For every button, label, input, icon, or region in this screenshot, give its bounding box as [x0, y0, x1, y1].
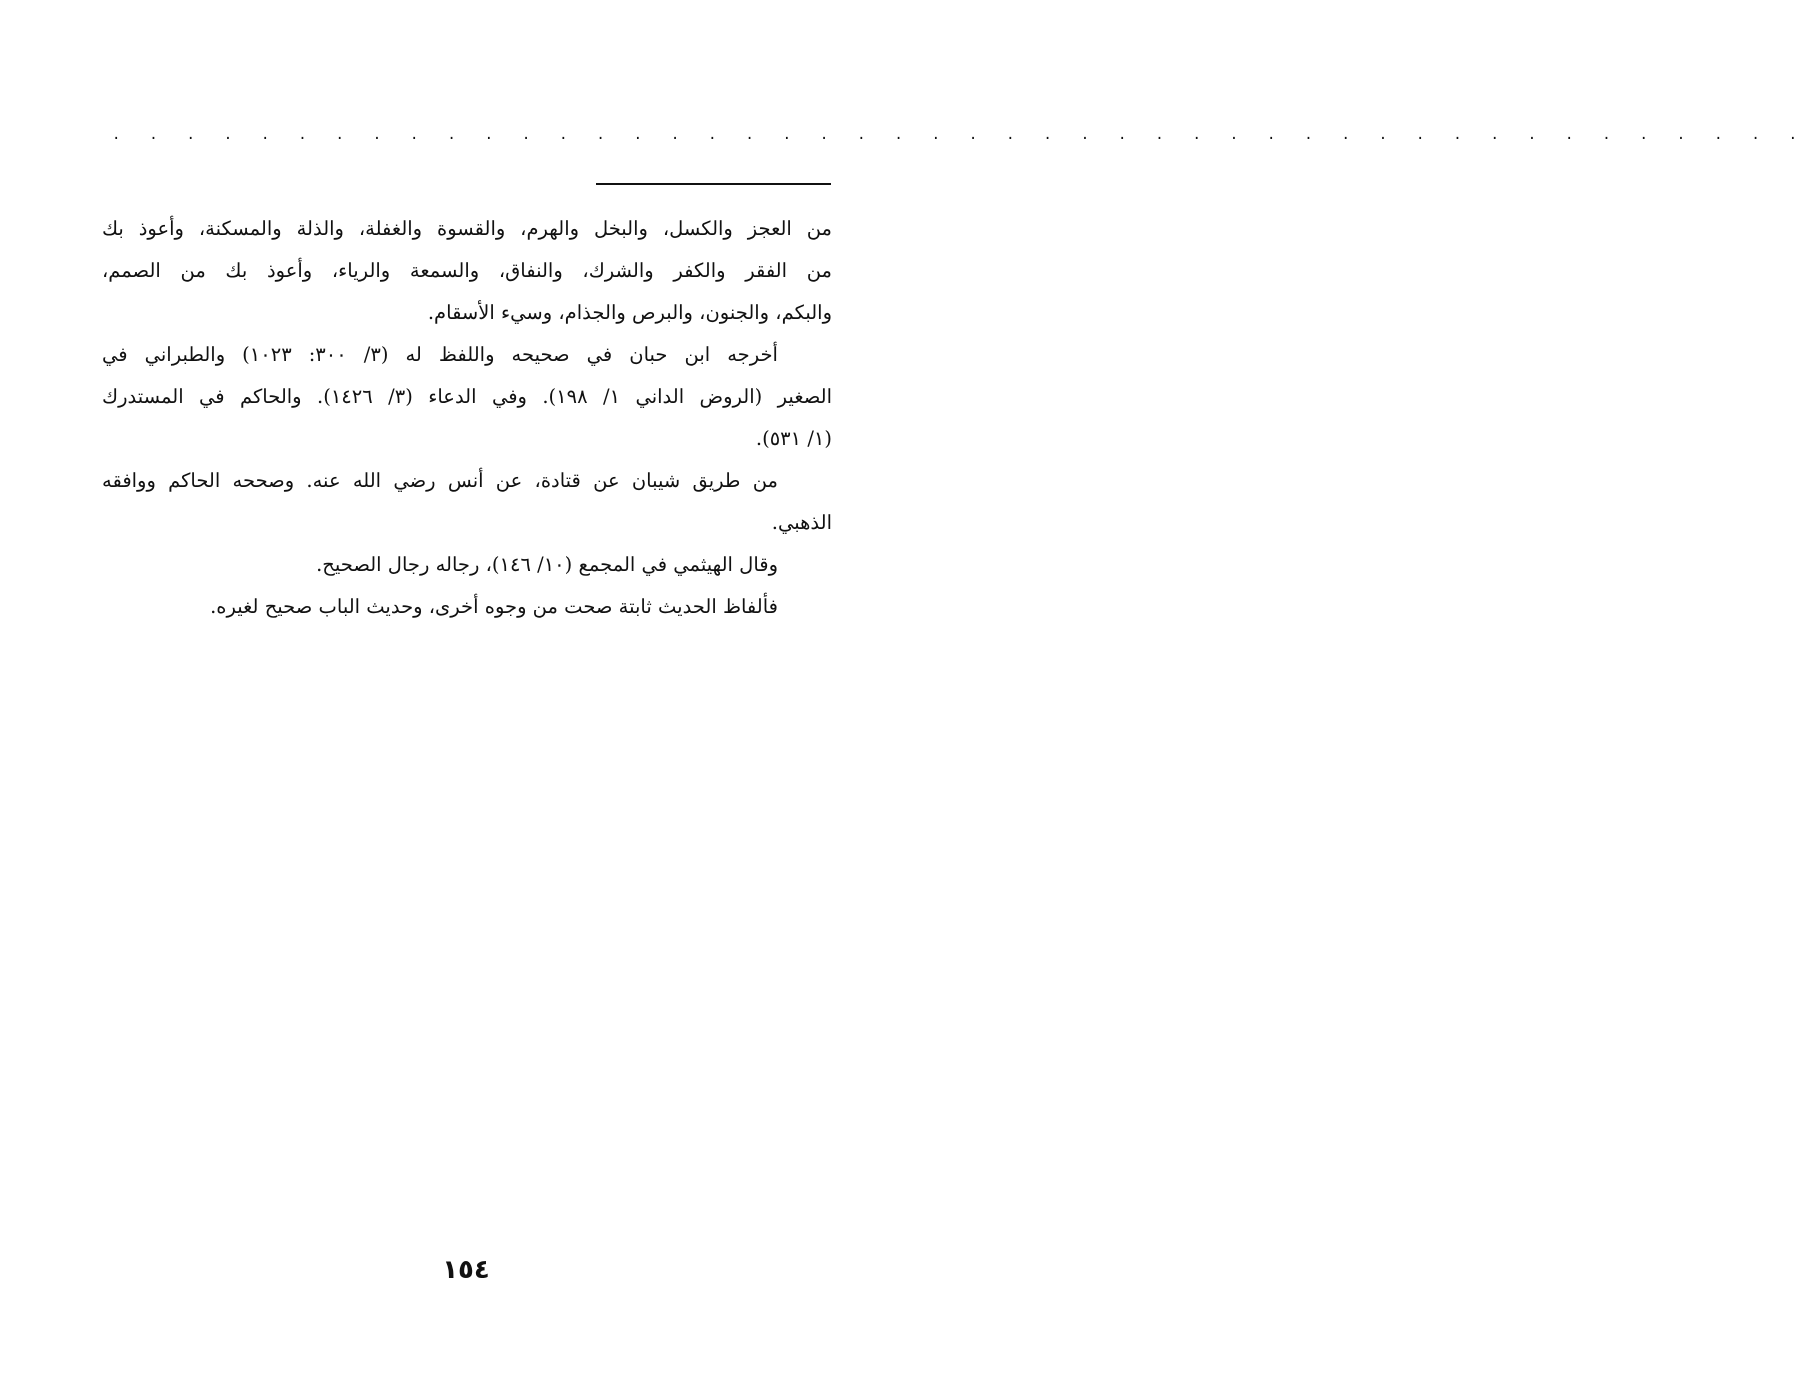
footnote-line: الذهبي. — [771, 511, 832, 534]
footnote-line: وقال الهيثمي في المجمع (١٠/ ١٤٦)، رجاله رجال الصحيح. — [316, 553, 778, 576]
footnote-rule — [596, 183, 831, 185]
footnote-line: من العجز والكسل، والبخل والهرم، والقسوة والغفلة، والذلة والمسكنة، وأعوذ بك — [102, 217, 832, 240]
footnote-line: (١/ ٥٣١). — [755, 427, 832, 450]
page-number: ١٥٤ — [442, 1255, 490, 1285]
footnote-text — [102, 208, 832, 628]
footnote-line: والبكم، والجنون، والبرص والجذام، وسيء الأسقام. — [427, 301, 832, 324]
footnote-line: فألفاظ الحديث ثابتة صحت من وجوه أخرى، وحديث الباب صحيح لغيره. — [210, 595, 778, 618]
separator-dots: . . . . . . . . . . . . . . . . . . . . . . . . . . . . . . . . . . . . . . . . . . . . . . — [112, 127, 1807, 143]
footnote-line: من الفقر والكفر والشرك، والنفاق، والسمعة والرياء، وأعوذ بك من الصمم، — [102, 259, 832, 282]
footnote-line: من طريق شيبان عن قتادة، عن أنس رضي الله عنه. وصححه الحاكم ووافقه — [102, 469, 778, 492]
footnote-line: أخرجه ابن حبان في صحيحه واللفظ له (٣/ ٣٠٠: ١٠٢٣) والطبراني في — [102, 343, 778, 366]
footnote-line: الصغير (الروض الداني ١/ ١٩٨). وفي الدعاء (٣/ ١٤٢٦). والحاكم في المستدرك — [102, 385, 832, 408]
